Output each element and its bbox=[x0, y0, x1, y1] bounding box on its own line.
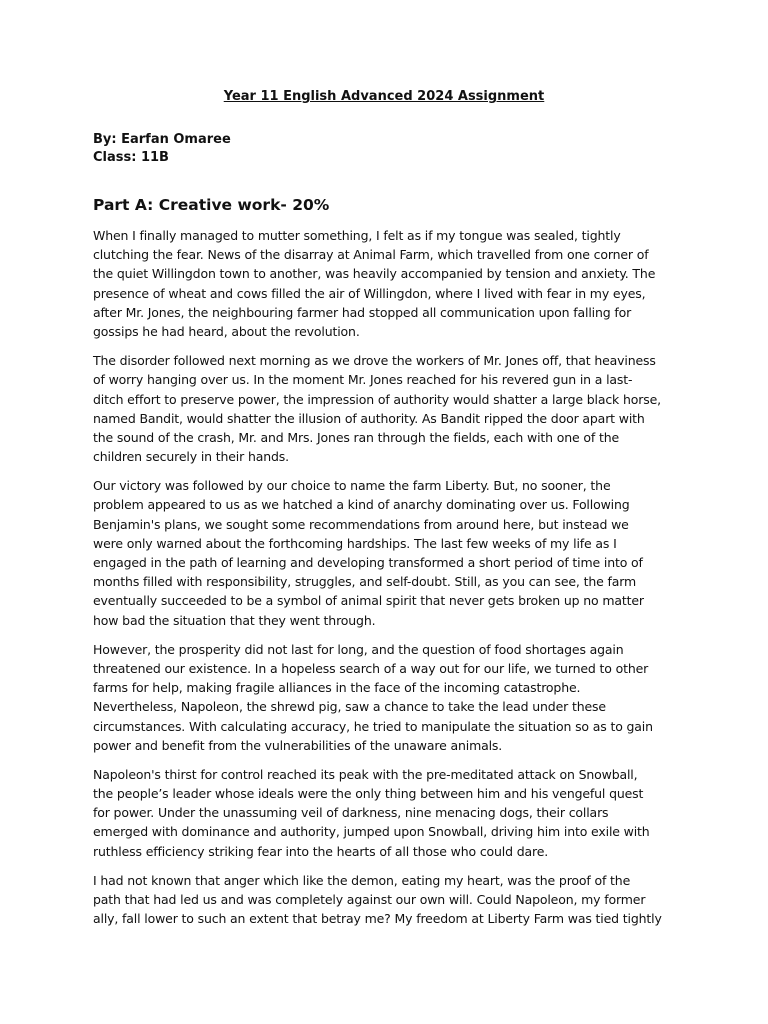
text-line: of worry hanging over us. In the moment Mr. Jones reached for his revered gun in a last- bbox=[93, 372, 633, 388]
text-line: Nevertheless, Napoleon, the shrewd pig, saw a chance to take the lead under these bbox=[93, 699, 606, 715]
text-line: the sound of the crash, Mr. and Mrs. Jones ran through the fields, each with one of the bbox=[93, 429, 620, 445]
text-line: for power. Under the unassuming veil of darkness, nine menacing dogs, their collars bbox=[93, 805, 609, 821]
text-line: I had not known that anger which like the demon, eating my heart, was the proof of the bbox=[93, 872, 631, 888]
paragraph bbox=[93, 765, 693, 861]
paragraph bbox=[93, 476, 693, 630]
text-line: named Bandit, would shatter the illusion of authority. As Bandit ripped the door apart with bbox=[93, 410, 645, 426]
text-line: circumstances. With calculating accuracy, he tried to manipulate the situation so as to gain bbox=[93, 718, 653, 734]
text-line: months filled with responsibility, struggles, and self-doubt. Still, as you can see, the farm bbox=[93, 574, 637, 590]
text-line: after Mr. Jones, the neighbouring farmer had stopped all communication upon falling for bbox=[93, 304, 632, 320]
text-line: presence of wheat and cows filled the air of Willingdon, where I lived with fear in my eyes, bbox=[93, 285, 646, 301]
text-line: threatened our existence. In a hopeless search of a way out for our life, we turned to other bbox=[93, 660, 649, 676]
text-line: problem appeared to us as we hatched a kind of anarchy dominating over us. Following bbox=[93, 497, 630, 513]
text-line: Napoleon's thirst for control reached its peak with the pre-meditated attack on Snowball, bbox=[93, 766, 638, 782]
author-line: By: Earfan Omaree bbox=[93, 132, 231, 147]
author-info bbox=[93, 131, 231, 167]
text-line: children securely in their hands. bbox=[93, 449, 289, 465]
text-line: ruthless efficiency striking fear into the hearts of all those who could dare. bbox=[93, 843, 549, 859]
text-line: emerged with dominance and authority, jumped upon Snowball, driving him into exile with bbox=[93, 824, 650, 840]
text-line: engaged in the path of learning and developing transformed a short period of time into of bbox=[93, 555, 643, 570]
class-line: Class: 11B bbox=[93, 150, 169, 165]
text-line: power and benefit from the vulnerabilities of the unaware animals. bbox=[93, 737, 503, 753]
text-line: However, the prosperity did not last for long, and the question of food shortages again bbox=[93, 641, 624, 657]
text-line: were only warned about the forthcoming hardships. The last few weeks of my life as I bbox=[93, 535, 617, 551]
text-line: path that had led us and was completely against our own will. Could Napoleon, my former bbox=[93, 892, 646, 907]
section-heading: Part A: Creative work- 20% bbox=[93, 196, 330, 214]
text-line: ditch effort to preserve power, the impression of authority would shatter a large black horse, bbox=[93, 391, 661, 407]
text-line: eventually succeeded to be a symbol of animal spirit that never gets broken up no matter bbox=[93, 593, 644, 609]
text-line: When I finally managed to mutter something, I felt as if my tongue was sealed, tightly bbox=[93, 228, 621, 243]
document-body bbox=[93, 226, 693, 938]
text-line: gossips he had heard, about the revolution. bbox=[93, 323, 360, 339]
text-line: clutching the fear. News of the disarray at Animal Farm, which travelled from one corner of bbox=[93, 247, 649, 263]
paragraph bbox=[93, 226, 693, 341]
text-line: ally, fall lower to such an extent that betray me? My freedom at Liberty Farm was tied tightly bbox=[93, 911, 662, 927]
paragraph bbox=[93, 351, 693, 466]
paragraph bbox=[93, 871, 693, 929]
text-line: farms for help, making fragile alliances in the face of the incoming catastrophe. bbox=[93, 680, 581, 696]
document-title: Year 11 English Advanced 2024 Assignment bbox=[223, 89, 545, 104]
text-line: Benjamin's plans, we sought some recommendations from around here, but instead we bbox=[93, 516, 629, 532]
text-line: the quiet Willingdon town to another, was heavily accompanied by tension and anxiety. The bbox=[93, 266, 656, 282]
text-line: the people’s leader whose ideals were the only thing between him and his vengeful quest bbox=[93, 786, 644, 802]
text-line: Our victory was followed by our choice to name the farm Liberty. But, no sooner, the bbox=[93, 478, 611, 494]
text-line: The disorder followed next morning as we drove the workers of Mr. Jones off, that heaviness bbox=[93, 353, 656, 369]
paragraph bbox=[93, 640, 693, 755]
text-line: how bad the situation that they went through. bbox=[93, 612, 376, 628]
